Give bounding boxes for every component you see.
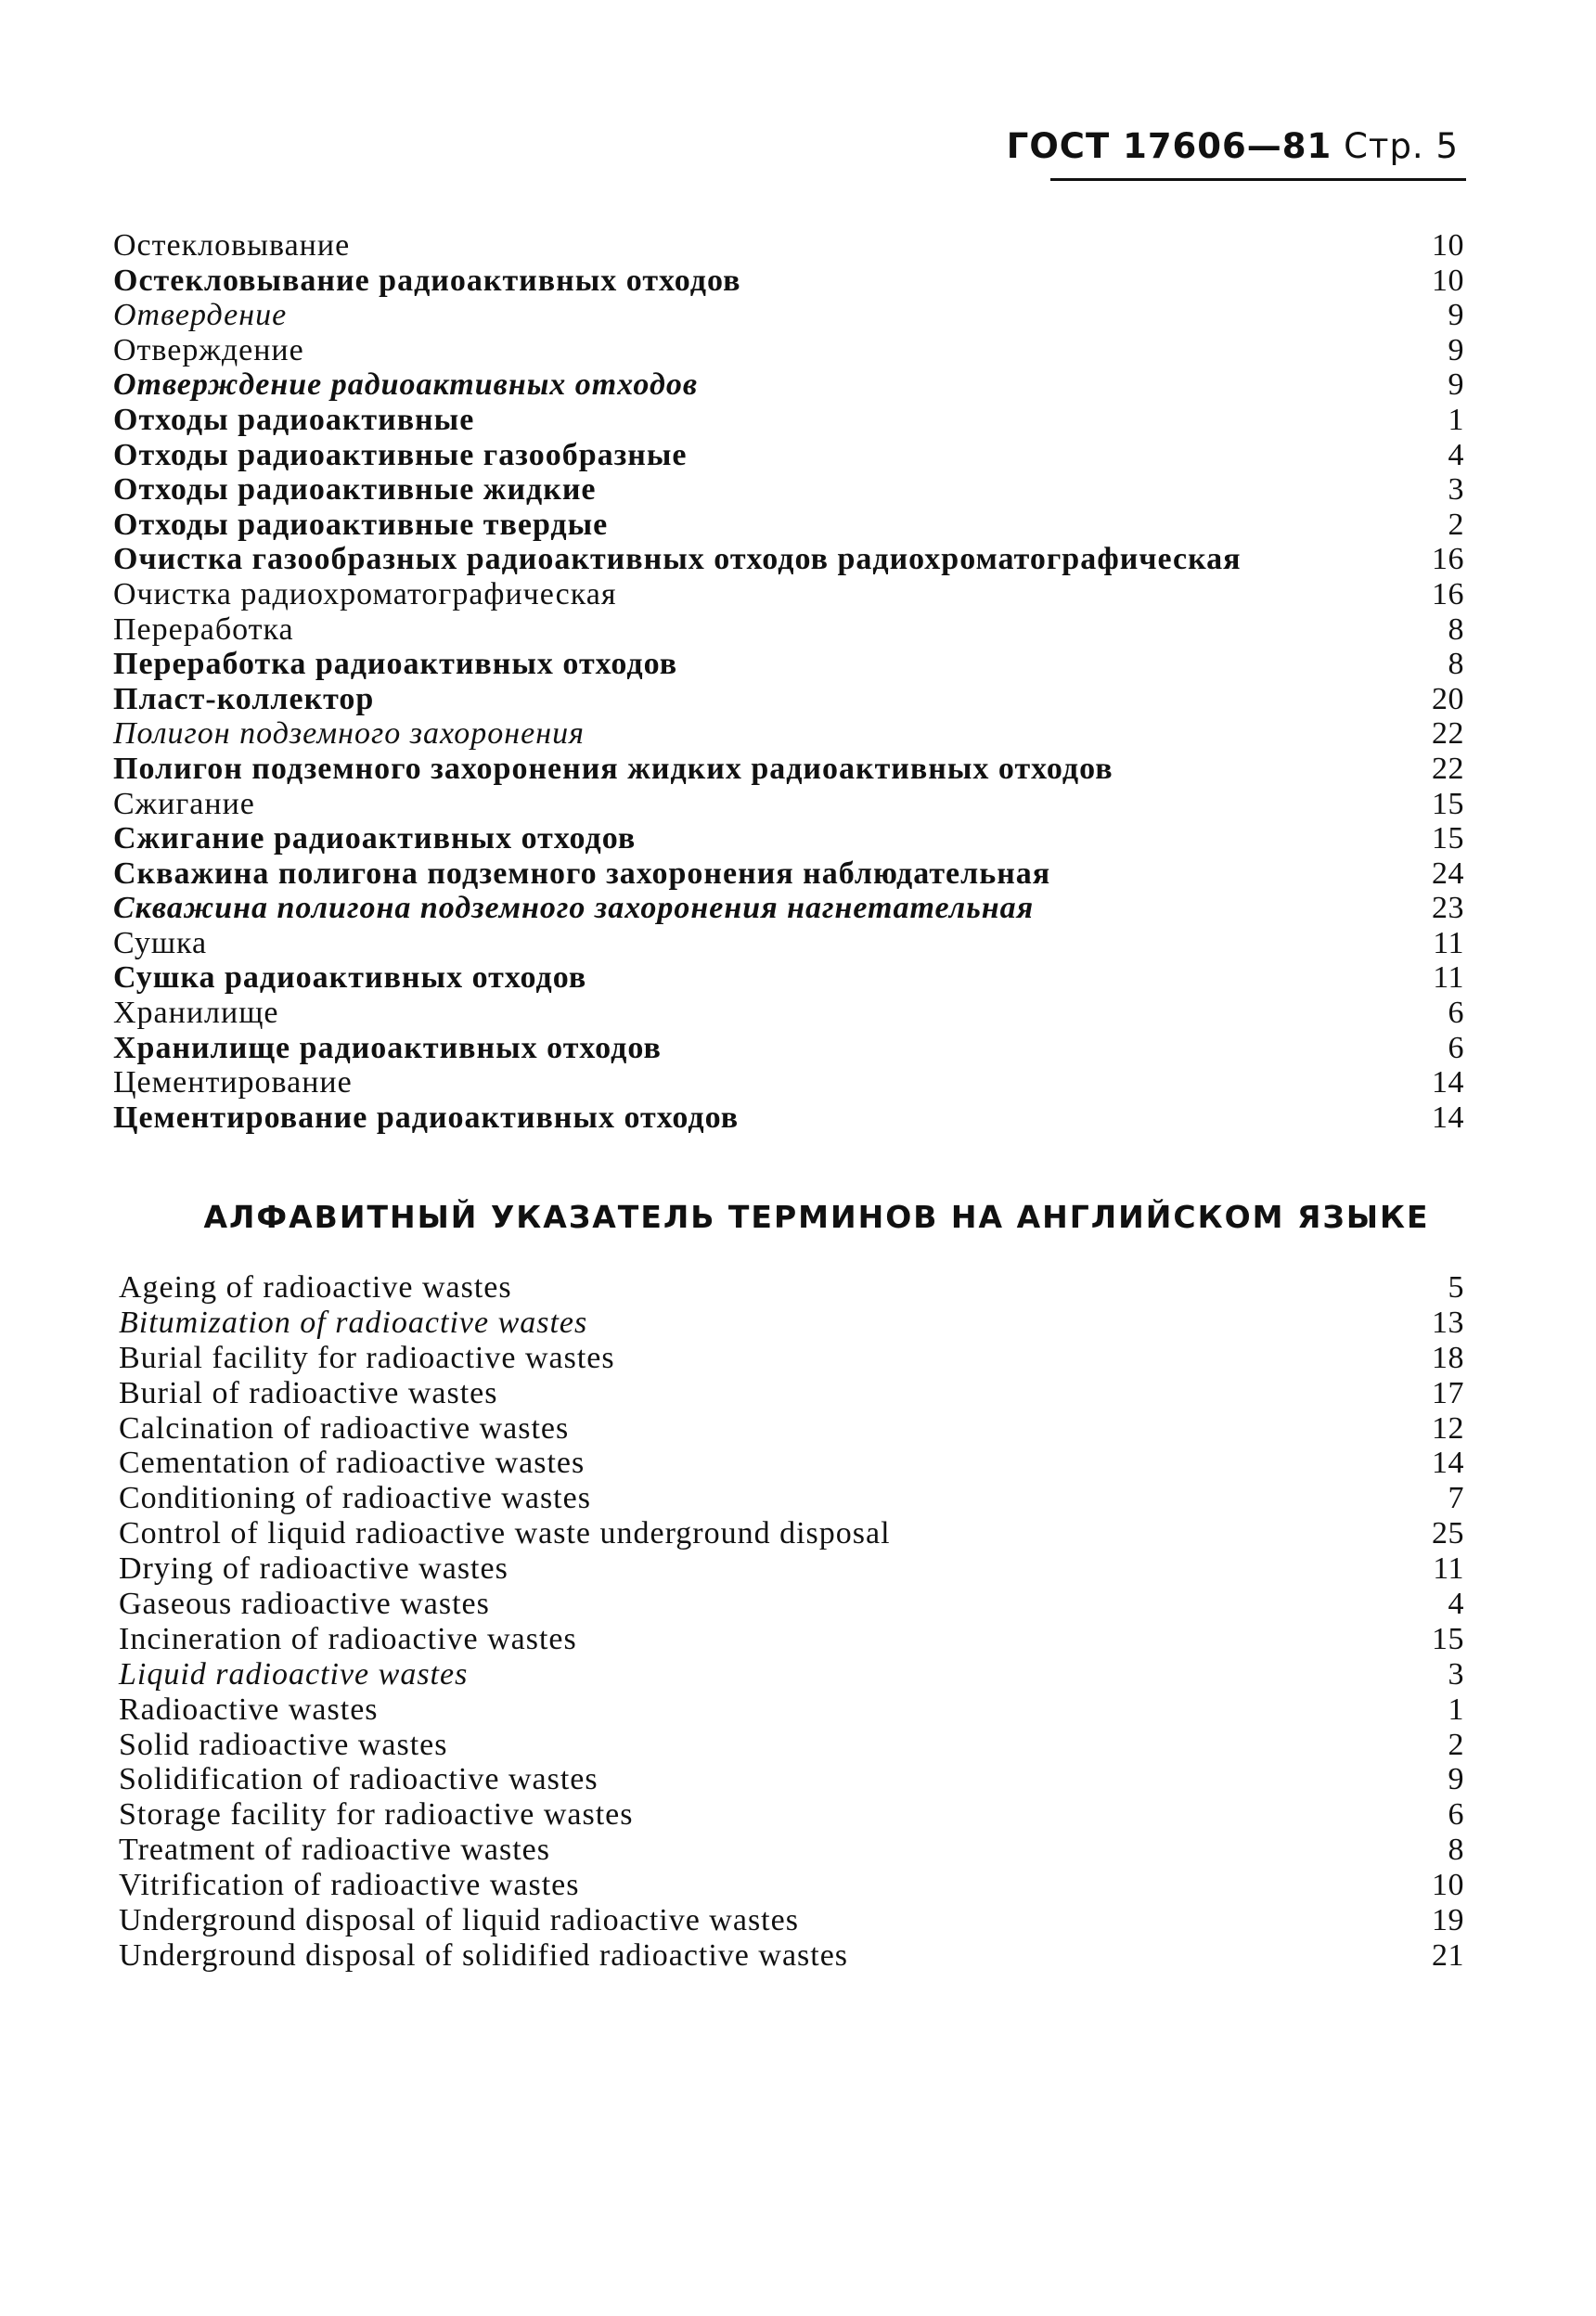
- index-term: Drying of radioactive wastes: [119, 1551, 508, 1587]
- index-term: Сжигание: [113, 786, 255, 821]
- index-term: Liquid radioactive wastes: [119, 1656, 469, 1692]
- index-term: Хранилище радиоактивных отходов: [113, 1030, 662, 1065]
- index-page-number: 1: [1448, 402, 1464, 437]
- russian-index-entry: [113, 612, 1464, 648]
- index-term: Полигон подземного захоронения жидких радиоактивных отходов: [113, 751, 1113, 786]
- index-page-number: 10: [1432, 1868, 1464, 1903]
- russian-index-entry: [113, 403, 1464, 438]
- index-term: Переработка радиоактивных отходов: [113, 647, 678, 682]
- index-page-number: 8: [1448, 1833, 1464, 1868]
- index-term: Solid radioactive wastes: [119, 1727, 448, 1762]
- russian-index-entry: [113, 542, 1464, 577]
- english-index-title: АЛФАВИТНЫЙ УКАЗАТЕЛЬ ТЕРМИНОВ НА АНГЛИЙСКОМ ЯЗЫКЕ: [203, 1199, 1430, 1235]
- index-term: Отверждение радиоактивных отходов: [113, 367, 699, 403]
- index-page-number: 14: [1432, 1100, 1464, 1135]
- russian-index-entry: [113, 508, 1464, 543]
- russian-index-entry: [113, 1065, 1464, 1100]
- index-term: Скважина полигона подземного захоронения нагнетательная: [113, 891, 1035, 926]
- english-index-entry: [119, 1903, 1464, 1938]
- index-term: Отходы радиоактивные: [113, 402, 475, 437]
- index-term: Incineration of radioactive wastes: [119, 1621, 577, 1656]
- index-term: Полигон подземного захоронения: [113, 716, 585, 752]
- russian-index-entry: [113, 333, 1464, 368]
- index-term: Отходы радиоактивные газообразные: [113, 437, 688, 472]
- english-index-entry: [119, 1762, 1464, 1797]
- index-page-number: 7: [1448, 1481, 1464, 1516]
- index-page-number: 16: [1432, 542, 1464, 577]
- index-page-number: 2: [1448, 1727, 1464, 1762]
- page-number: Стр. 5: [1344, 126, 1459, 166]
- index-page-number: 23: [1432, 891, 1464, 926]
- russian-index-entry: [113, 1100, 1464, 1136]
- index-term: Solidification of radioactive wastes: [119, 1762, 598, 1797]
- english-index-entry: [119, 1728, 1464, 1763]
- index-page-number: 6: [1448, 1030, 1464, 1065]
- english-index-entry: [119, 1622, 1464, 1657]
- index-page-number: 20: [1432, 681, 1464, 716]
- english-index-entry: [119, 1411, 1464, 1447]
- index-page-number: 14: [1432, 1446, 1464, 1481]
- english-index-entry: [119, 1481, 1464, 1516]
- index-page-number: 12: [1432, 1410, 1464, 1446]
- index-page-number: 21: [1432, 1937, 1464, 1973]
- index-term: Control of liquid radioactive waste underground disposal: [119, 1516, 891, 1551]
- index-term: Storage facility for radioactive wastes: [119, 1797, 634, 1833]
- index-term: Очистка радиохроматографическая: [113, 576, 617, 611]
- index-term: Отходы радиоактивные жидкие: [113, 472, 597, 508]
- russian-index-entry: [113, 298, 1464, 333]
- index-page-number: 15: [1432, 821, 1464, 856]
- index-page-number: 15: [1432, 786, 1464, 821]
- russian-index-entry: [113, 926, 1464, 961]
- index-term: Остекловывание радиоактивных отходов: [113, 263, 741, 298]
- russian-index-entry: [113, 996, 1464, 1031]
- index-term: Сушка: [113, 925, 208, 960]
- russian-index-entry: [113, 228, 1464, 264]
- russian-index-entry: [113, 960, 1464, 996]
- russian-index-entry: [113, 438, 1464, 473]
- russian-index-entry: [113, 787, 1464, 822]
- russian-index-entry: [113, 821, 1464, 856]
- index-term: Сжигание радиоактивных отходов: [113, 821, 637, 856]
- russian-index-entry: [113, 891, 1464, 926]
- russian-index-entry: [113, 856, 1464, 892]
- index-page-number: 11: [1433, 925, 1464, 960]
- index-term: Underground disposal of liquid radioactive wastes: [119, 1903, 799, 1938]
- index-term: Скважина полигона подземного захоронения наблюдательная: [113, 856, 1051, 891]
- index-term: Treatment of radioactive wastes: [119, 1833, 550, 1868]
- russian-term-index: [113, 228, 1464, 1135]
- index-term: Остекловывание: [113, 228, 351, 263]
- russian-index-entry: [113, 716, 1464, 752]
- index-page-number: 6: [1448, 1797, 1464, 1833]
- english-index-entry: [119, 1657, 1464, 1692]
- index-page-number: 16: [1432, 576, 1464, 611]
- english-index-entry: [119, 1551, 1464, 1587]
- english-index-entry: [119, 1446, 1464, 1481]
- index-term: Отходы радиоактивные твердые: [113, 507, 609, 542]
- index-page-number: 9: [1448, 332, 1464, 367]
- english-index-entry: [119, 1306, 1464, 1341]
- english-index-entry: [119, 1692, 1464, 1728]
- index-term: Сушка радиоактивных отходов: [113, 960, 587, 996]
- index-term: Cementation of radioactive wastes: [119, 1446, 586, 1481]
- russian-index-entry: [113, 577, 1464, 612]
- english-term-index: [119, 1270, 1464, 1974]
- russian-index-entry: [113, 472, 1464, 508]
- index-term: Vitrification of radioactive wastes: [119, 1868, 580, 1903]
- english-index-entry: [119, 1516, 1464, 1551]
- russian-index-entry: [113, 647, 1464, 682]
- index-page-number: 10: [1432, 228, 1464, 263]
- index-page-number: 22: [1432, 751, 1464, 786]
- index-page-number: 8: [1448, 647, 1464, 682]
- index-page-number: 4: [1448, 1587, 1464, 1622]
- index-term: Ageing of radioactive wastes: [119, 1270, 512, 1305]
- index-term: Radioactive wastes: [119, 1692, 379, 1727]
- index-term: Цементирование радиоактивных отходов: [113, 1100, 740, 1135]
- index-term: Отверждение: [113, 332, 304, 367]
- index-term: Пласт-коллектор: [113, 681, 375, 716]
- english-index-entry: [119, 1833, 1464, 1868]
- index-page-number: 9: [1448, 298, 1464, 333]
- index-page-number: 22: [1432, 716, 1464, 752]
- english-index-entry: [119, 1868, 1464, 1903]
- english-index-entry: [119, 1341, 1464, 1376]
- index-term: Хранилище: [113, 996, 279, 1031]
- index-page-number: 2: [1448, 507, 1464, 542]
- english-index-entry: [119, 1376, 1464, 1411]
- index-page-number: 13: [1432, 1305, 1464, 1340]
- index-page-number: 3: [1448, 1656, 1464, 1692]
- russian-index-entry: [113, 682, 1464, 717]
- english-index-entry: [119, 1797, 1464, 1833]
- index-page-number: 9: [1448, 367, 1464, 403]
- index-term: Переработка: [113, 611, 294, 647]
- index-page-number: 3: [1448, 472, 1464, 508]
- russian-index-entry: [113, 752, 1464, 787]
- russian-index-entry: [113, 1031, 1464, 1066]
- index-page-number: 17: [1432, 1375, 1464, 1410]
- index-page-number: 25: [1432, 1516, 1464, 1551]
- index-page-number: 11: [1433, 1551, 1464, 1587]
- standard-code: ГОСТ 17606—81: [1006, 126, 1332, 166]
- index-page-number: 15: [1432, 1621, 1464, 1656]
- index-page-number: 14: [1432, 1065, 1464, 1100]
- header-rule: [1050, 178, 1466, 181]
- index-page-number: 18: [1432, 1340, 1464, 1375]
- index-term: Underground disposal of solidified radioactive wastes: [119, 1937, 849, 1973]
- index-term: Bitumization of radioactive wastes: [119, 1305, 588, 1340]
- index-term: Calcination of radioactive wastes: [119, 1410, 570, 1446]
- english-index-entry: [119, 1587, 1464, 1622]
- index-term: Burial of radioactive wastes: [119, 1375, 498, 1410]
- index-term: Conditioning of radioactive wastes: [119, 1481, 591, 1516]
- index-term: Очистка газообразных радиоактивных отходов радиохроматографическая: [113, 542, 1242, 577]
- index-page-number: 19: [1432, 1903, 1464, 1938]
- index-term: Цементирование: [113, 1065, 353, 1100]
- english-index-entry: [119, 1938, 1464, 1974]
- index-page-number: 11: [1433, 960, 1464, 996]
- index-page-number: 5: [1448, 1270, 1464, 1305]
- index-term: Отвердение: [113, 298, 288, 333]
- index-page-number: 4: [1448, 437, 1464, 472]
- index-page-number: 1: [1448, 1692, 1464, 1727]
- index-page-number: 6: [1448, 996, 1464, 1031]
- page-header: [1007, 126, 1459, 166]
- index-page-number: 10: [1432, 263, 1464, 298]
- index-term: Gaseous radioactive wastes: [119, 1587, 490, 1622]
- english-index-entry: [119, 1270, 1464, 1306]
- russian-index-entry: [113, 264, 1464, 299]
- index-page-number: 8: [1448, 611, 1464, 647]
- index-page-number: 9: [1448, 1762, 1464, 1797]
- russian-index-entry: [113, 367, 1464, 403]
- index-term: Burial facility for radioactive wastes: [119, 1340, 615, 1375]
- index-page-number: 24: [1432, 856, 1464, 891]
